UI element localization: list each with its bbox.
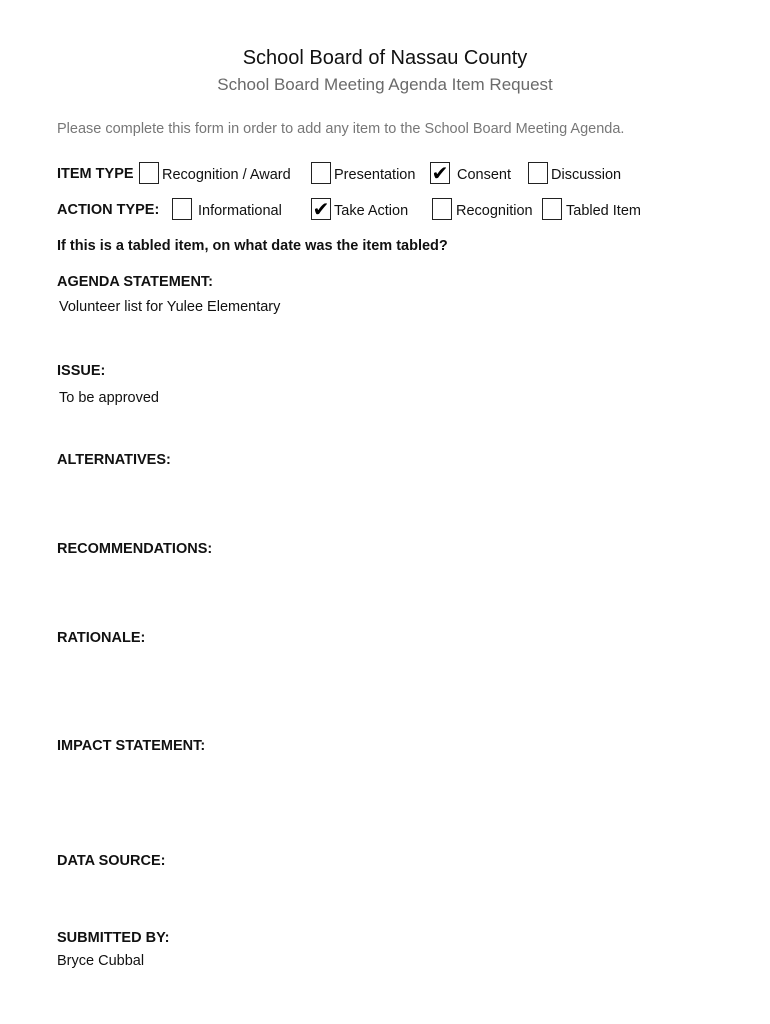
action-type-label: ACTION TYPE: <box>57 202 160 218</box>
rationale-label: RATIONALE: <box>57 630 146 646</box>
checkmark-icon <box>173 199 191 219</box>
form-subtitle: School Board Meeting Agenda Item Request <box>217 75 553 94</box>
data-source-label: DATA SOURCE: <box>57 853 166 869</box>
action-type-recognition-label: Recognition <box>456 203 533 219</box>
checkmark-icon <box>433 199 451 219</box>
checkmark-icon <box>543 199 561 219</box>
impact-statement-label: IMPACT STATEMENT: <box>57 738 206 754</box>
agenda-statement-label: AGENDA STATEMENT: <box>57 274 214 290</box>
action-type-informational-checkbox[interactable] <box>172 198 192 220</box>
checkmark-icon: ✔ <box>431 161 449 185</box>
item-type-consent-label: Consent <box>457 167 512 183</box>
item-type-discussion-label: Discussion <box>551 167 622 183</box>
item-type-presentation-label: Presentation <box>334 167 416 183</box>
submitted-by-value[interactable]: Bryce Cubbal <box>57 953 145 969</box>
checkmark-icon: ✔ <box>312 197 330 221</box>
item-type-recognition-award-checkbox[interactable] <box>139 162 159 184</box>
tabled-date-question: If this is a tabled item, on what date was the item tabled? <box>57 238 448 254</box>
alternatives-label: ALTERNATIVES: <box>57 452 171 468</box>
recommendations-label: RECOMMENDATIONS: <box>57 541 213 557</box>
issue-label: ISSUE: <box>57 363 106 379</box>
action-type-take-action-label: Take Action <box>334 203 409 219</box>
action-type-tabled-item-checkbox[interactable] <box>542 198 562 220</box>
item-type-recognition-award-label: Recognition / Award <box>162 167 291 183</box>
action-type-informational-label: Informational <box>198 203 282 219</box>
checkmark-icon <box>312 163 330 183</box>
submitted-by-label: SUBMITTED BY: <box>57 930 170 946</box>
issue-value[interactable]: To be approved <box>59 390 159 406</box>
item-type-discussion-checkbox[interactable] <box>528 162 548 184</box>
form-instructions: Please complete this form in order to add any item to the School Board Meeting Agenda. <box>57 121 625 137</box>
item-type-consent-checkbox[interactable] <box>430 162 450 184</box>
form-title: School Board of Nassau County <box>242 47 528 69</box>
item-type-label: ITEM TYPE <box>57 166 134 182</box>
action-type-take-action-checkbox[interactable] <box>311 198 331 220</box>
agenda-statement-value[interactable]: Volunteer list for Yulee Elementary <box>59 299 281 315</box>
checkmark-icon <box>140 163 158 183</box>
action-type-recognition-checkbox[interactable] <box>432 198 452 220</box>
item-type-presentation-checkbox[interactable] <box>311 162 331 184</box>
checkmark-icon <box>529 163 547 183</box>
action-type-tabled-item-label: Tabled Item <box>566 203 641 219</box>
